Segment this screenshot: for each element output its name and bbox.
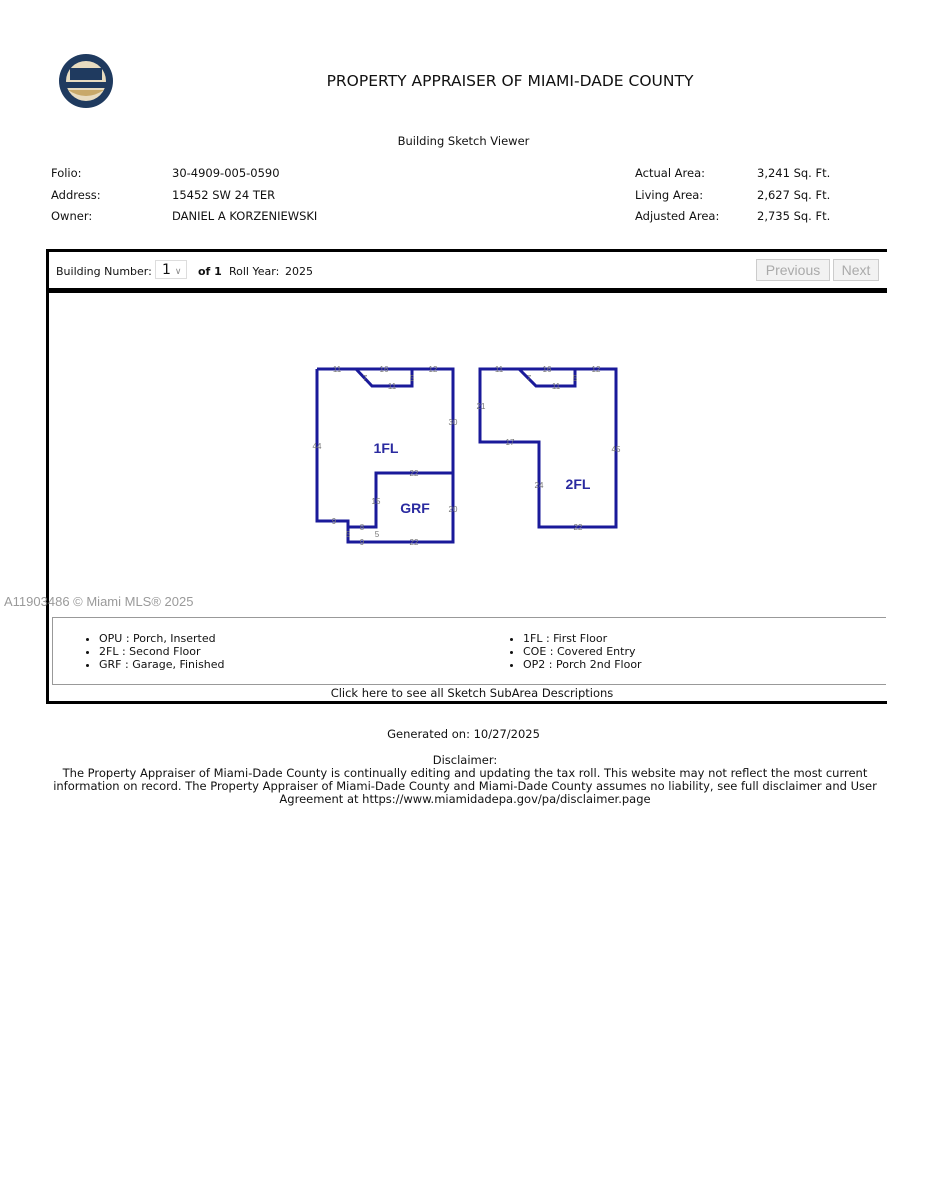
building-number-label: Building Number: [56,265,152,278]
owner-value: DANIEL A KORZENIEWSKI [172,209,318,223]
disclaimer-label: Disclaimer: [432,753,498,767]
dim-label: 22 [409,469,419,478]
chevron-down-icon: ∨ [174,267,182,277]
dim-label: 11 [551,382,561,391]
dim-label: 7 [362,374,368,383]
adjusted-area-value: 2,735 Sq. Ft. [757,209,831,223]
dim-label: 16 [542,365,552,374]
dim-label: 5 [572,374,578,383]
next-button[interactable]: Next [833,259,879,281]
dim-label: 21 [476,402,486,411]
dim-label: 44 [312,442,322,451]
dim-label: 9 [359,538,365,547]
generated-date: Generated on: 10/27/2025 [387,727,540,741]
dim-label: 20 [448,505,458,514]
area-label-grf: GRF [400,500,430,516]
dim-label: 17 [505,438,515,447]
area-label-1fl: 1FL [373,440,399,456]
address-label: Address: [51,188,101,202]
legend-list-left [53,632,225,671]
building-number-value: 1 [162,262,171,278]
living-area-label: Living Area: [635,188,704,202]
dim-label: 5 [409,374,415,383]
page-subtitle: Building Sketch Viewer [397,134,530,148]
page-title: PROPERTY APPRAISER OF MIAMI-DADE COUNTY [326,72,694,90]
dim-label: 11 [332,365,342,374]
roll-year-value: 2025 [285,265,313,278]
dim-label: 9 [331,517,337,526]
building-count: of 1 [198,265,222,278]
roll-year-label: Roll Year: [229,265,280,278]
dim-label: 8 [359,523,365,532]
area-label-2fl: 2FL [565,476,591,492]
dim-label: 11 [494,365,504,374]
dim-label: 12 [428,365,438,374]
disclaimer [40,754,890,806]
living-area-value: 2,627 Sq. Ft. [757,188,831,202]
subarea-descriptions-link[interactable]: Click here to see all Sketch SubArea Descriptions [330,686,614,700]
legend-item: • 2FL : Second Floor [99,645,225,658]
legend-item: • COE : Covered Entry [523,645,642,658]
disclaimer-text: The Property Appraiser of Miami-Dade County is continually editing and updating the tax roll. This website may not reflect the most current information on record. The Property Appraiser of Miami-Dade County and Miami-Dade County assumes no liability, see full disclaimer and User Agreement at https://www.miamidadepa.gov/pa/disclaimer.page [53,766,877,806]
dim-label: 22 [409,538,419,547]
dim-label: 5 [374,530,380,539]
dim-label: 11 [387,382,397,391]
folio-value: 30-4909-005-0590 [172,166,280,180]
dim-label: 22 [573,523,583,532]
legend-box [52,617,886,685]
legend-item: • GRF : Garage, Finished [99,658,225,671]
adjusted-area-label: Adjusted Area: [635,209,720,223]
sketch-2fl-outline [480,369,616,527]
dim-label: 45 [611,445,621,454]
legend-item: • OPU : Porch, Inserted [99,632,225,645]
dim-label: 15 [371,497,381,506]
folio-label: Folio: [51,166,82,180]
previous-button[interactable]: Previous [756,259,830,281]
address-value: 15452 SW 24 TER [172,188,276,202]
legend-list-right [477,632,642,671]
dim-label: 5 [345,530,351,539]
legend-item: • OP2 : Porch 2nd Floor [523,658,642,671]
legend-item: • 1FL : First Floor [523,632,642,645]
actual-area-value: 3,241 Sq. Ft. [757,166,831,180]
actual-area-label: Actual Area: [635,166,706,180]
dim-label: 16 [379,365,389,374]
dim-label: 7 [526,374,532,383]
owner-label: Owner: [51,209,93,223]
dim-label: 24 [534,481,544,490]
dim-label: 12 [591,365,601,374]
watermark: A11903486 © Miami MLS® 2025 [4,594,194,609]
dim-label: 30 [448,418,458,427]
